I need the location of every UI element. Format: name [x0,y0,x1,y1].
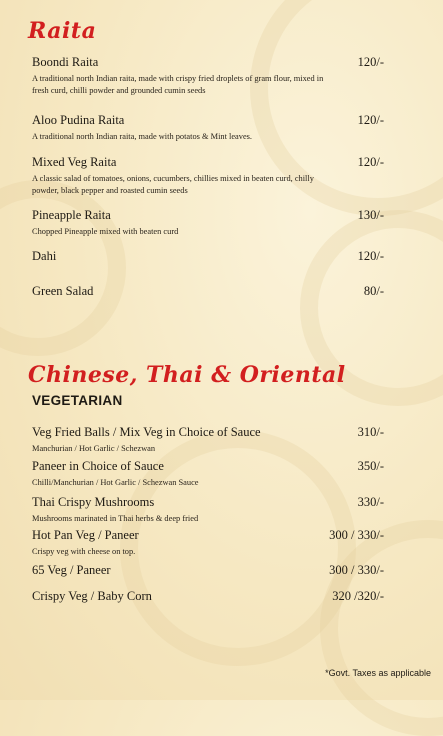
item-description: Chopped Pineapple mixed with beaten curd [32,227,179,236]
item-name: Dahi [32,249,57,263]
item-name: Crispy Veg / Baby Corn [32,589,152,603]
menu-item [32,249,384,264]
menu-item [32,284,384,299]
item-name: Hot Pan Veg / Paneer [32,528,139,542]
section-title-chinese-thai-oriental: Chinese, Thai & Oriental [28,362,346,388]
menu-item [32,208,384,238]
item-name: Green Salad [32,284,94,298]
item-price: 130/- [357,208,384,222]
item-description: A traditional north Indian raita, made with potatos & Mint leaves. [32,132,253,141]
item-description: Chilli/Manchurian / Hot Garlic / Schezwan Sauce [32,478,199,487]
item-price: 330/- [357,495,384,509]
menu-item [32,589,384,604]
item-description: Crispy veg with cheese on top. [32,547,136,556]
item-description: A classic salad of tomatoes, onions, cucumbers, chillies mixed in beaten curd, chilly powder, black pepper and roasted cumin seeds [32,174,314,195]
menu-item [32,55,384,97]
item-price: 300 / 330/- [329,528,384,542]
subsection-title-vegetarian: VEGETARIAN [32,393,123,408]
menu-item [32,495,384,525]
item-price: 320 /320/- [332,589,384,603]
item-name: Veg Fried Balls / Mix Veg in Choice of Sauce [32,425,261,439]
menu-item [32,563,384,578]
item-price: 120/- [357,249,384,263]
item-price: 80/- [363,284,384,298]
menu-item [32,528,384,558]
section-title-raita: Raita [28,18,97,44]
item-description: Mushrooms marinated in Thai herbs & deep fried [32,514,199,523]
tax-footnote: *Govt. Taxes as applicable [325,668,431,678]
item-price: 350/- [357,459,384,473]
item-name: Thai Crispy Mushrooms [32,495,155,509]
item-price: 300 / 330/- [329,563,384,577]
item-price: 120/- [357,55,384,69]
menu-item [32,425,384,455]
item-price: 120/- [357,113,384,127]
item-price: 310/- [357,425,384,439]
item-name: Aloo Pudina Raita [32,113,125,127]
item-price: 120/- [357,155,384,169]
item-name: Paneer in Choice of Sauce [32,459,164,473]
item-name: Mixed Veg Raita [32,155,117,169]
menu-item [32,459,384,489]
menu-item [32,155,384,197]
item-name: 65 Veg / Paneer [32,563,111,577]
menu-item [32,113,384,143]
item-description: A traditional north Indian raita, made with crispy fried droplets of gram flour, mixed in fresh curd, chilli powder and grounded cumin seeds [32,74,324,95]
item-description: Manchurian / Hot Garlic / Schezwan [32,444,156,453]
item-name: Pineapple Raita [32,208,111,222]
background-flourish [0,180,126,356]
item-name: Boondi Raita [32,55,99,69]
